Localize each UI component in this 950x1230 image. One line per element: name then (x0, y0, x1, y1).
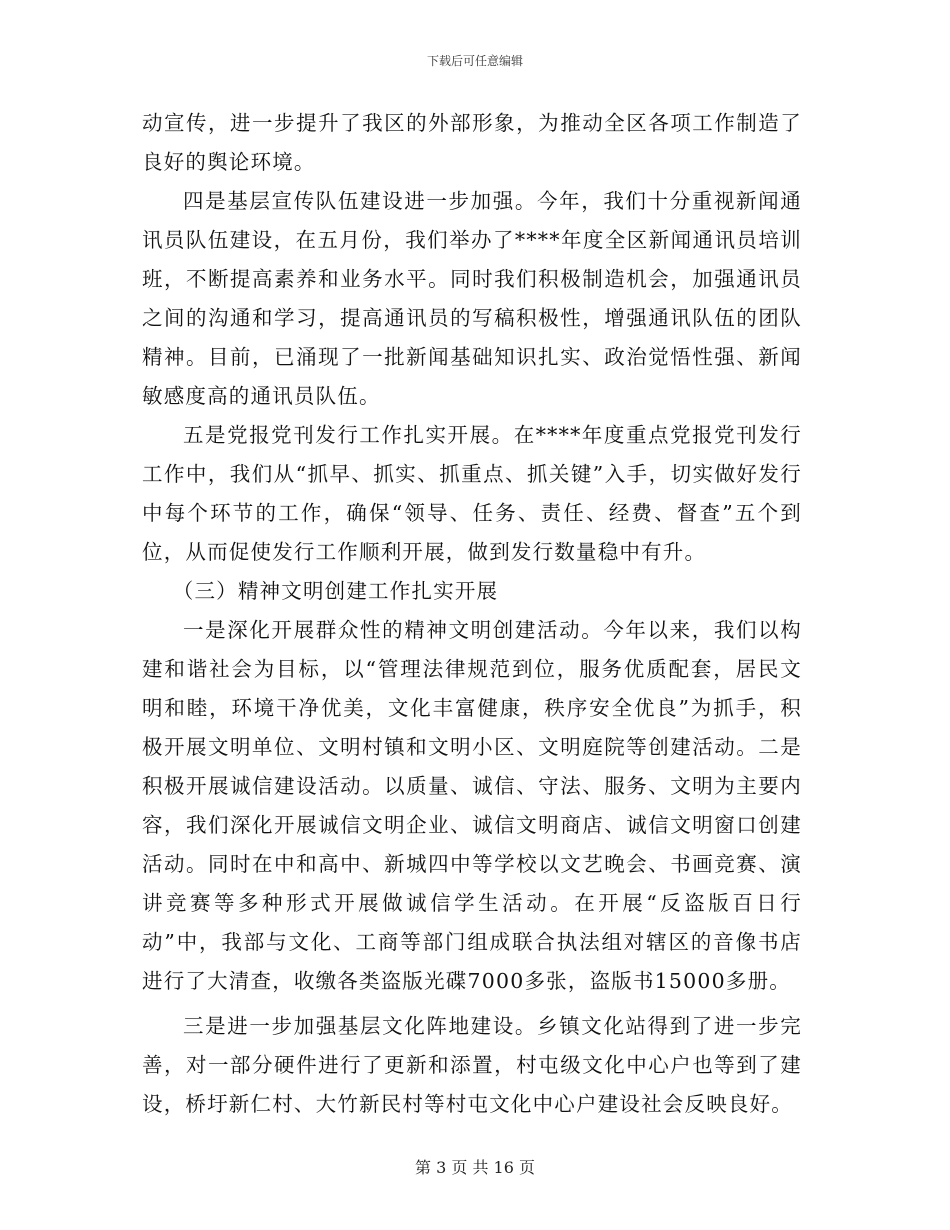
page-number-label: 第 3 页 共 16 页 (415, 1158, 535, 1177)
page-number-footer (0, 1155, 950, 1178)
page-header-note: 下载后可任意编辑 (426, 54, 523, 68)
section-heading-civilization: （三）精神文明创建工作扎实开展 (172, 579, 499, 603)
paragraph-party-newspaper: 五是党报党刊发行工作扎实开展。在****年度重点党报党刊发行工作中，我们从“抓早、抓实、抓重点、抓关键”入手，切实做好发行中每个环节的工作，确保“领导、任务、责任、经费、督查”五个到位，从而促使发行工作顺利开展，做到发行数量稳中有升。 (142, 423, 802, 564)
document-body (142, 104, 802, 1124)
paragraph-continuation: 动宣传，进一步提升了我区的外部形象，为推动全区各项工作制造了良好的舆论环境。 (142, 111, 802, 174)
paragraph-grassroots-team: 四是基层宣传队伍建设进一步加强。今年，我们十分重视新闻通讯员队伍建设，在五月份，我们举办了****年度全区新闻通讯员培训班，不断提高素养和业务水平。同时我们积极制造机会，加强通讯员之间的沟通和学习，提高通讯员的写稿积极性，增强通讯队伍的团队精神。目前，已涌现了一批新闻基础知识扎实、政治觉悟性强、新闻敏感度高的通讯员队伍。 (142, 189, 802, 408)
paragraph-civilization-activities: 一是深化开展群众性的精神文明创建活动。今年以来，我们以构建和谐社会为目标，以“管理法律规范到位，服务优质配套，居民文明和睦，环境干净优美，文化丰富健康，秩序安全优良”为抓手，积极开展文明单位、文明村镇和文明小区、文明庭院等创建活动。二是积极开展诚信建设活动。以质量、诚信、守法、服务、文明为主要内容，我们深化开展诚信文明企业、诚信文明商店、诚信文明窗口创建活动。同时在中和高中、新城四中等学校以文艺晚会、书画竞赛、演讲竞赛等多种形式开展做诚信学生活动。在开展“反盗版百日行动”中，我部与文化、工商等部门组成联合执法组对辖区的音像书店进行了大清查，收缴各类盗版光碟7000多张，盗版书15000多册。 (142, 618, 802, 993)
paragraph-cultural-facilities: 三是进一步加强基层文化阵地建设。乡镇文化站得到了进一步完善，对一部分硬件进行了更新和添置，村屯级文化中心户也等到了建设，桥圩新仁村、大竹新民村等村屯文化中心户建设社会反映良好。 (142, 1014, 802, 1116)
